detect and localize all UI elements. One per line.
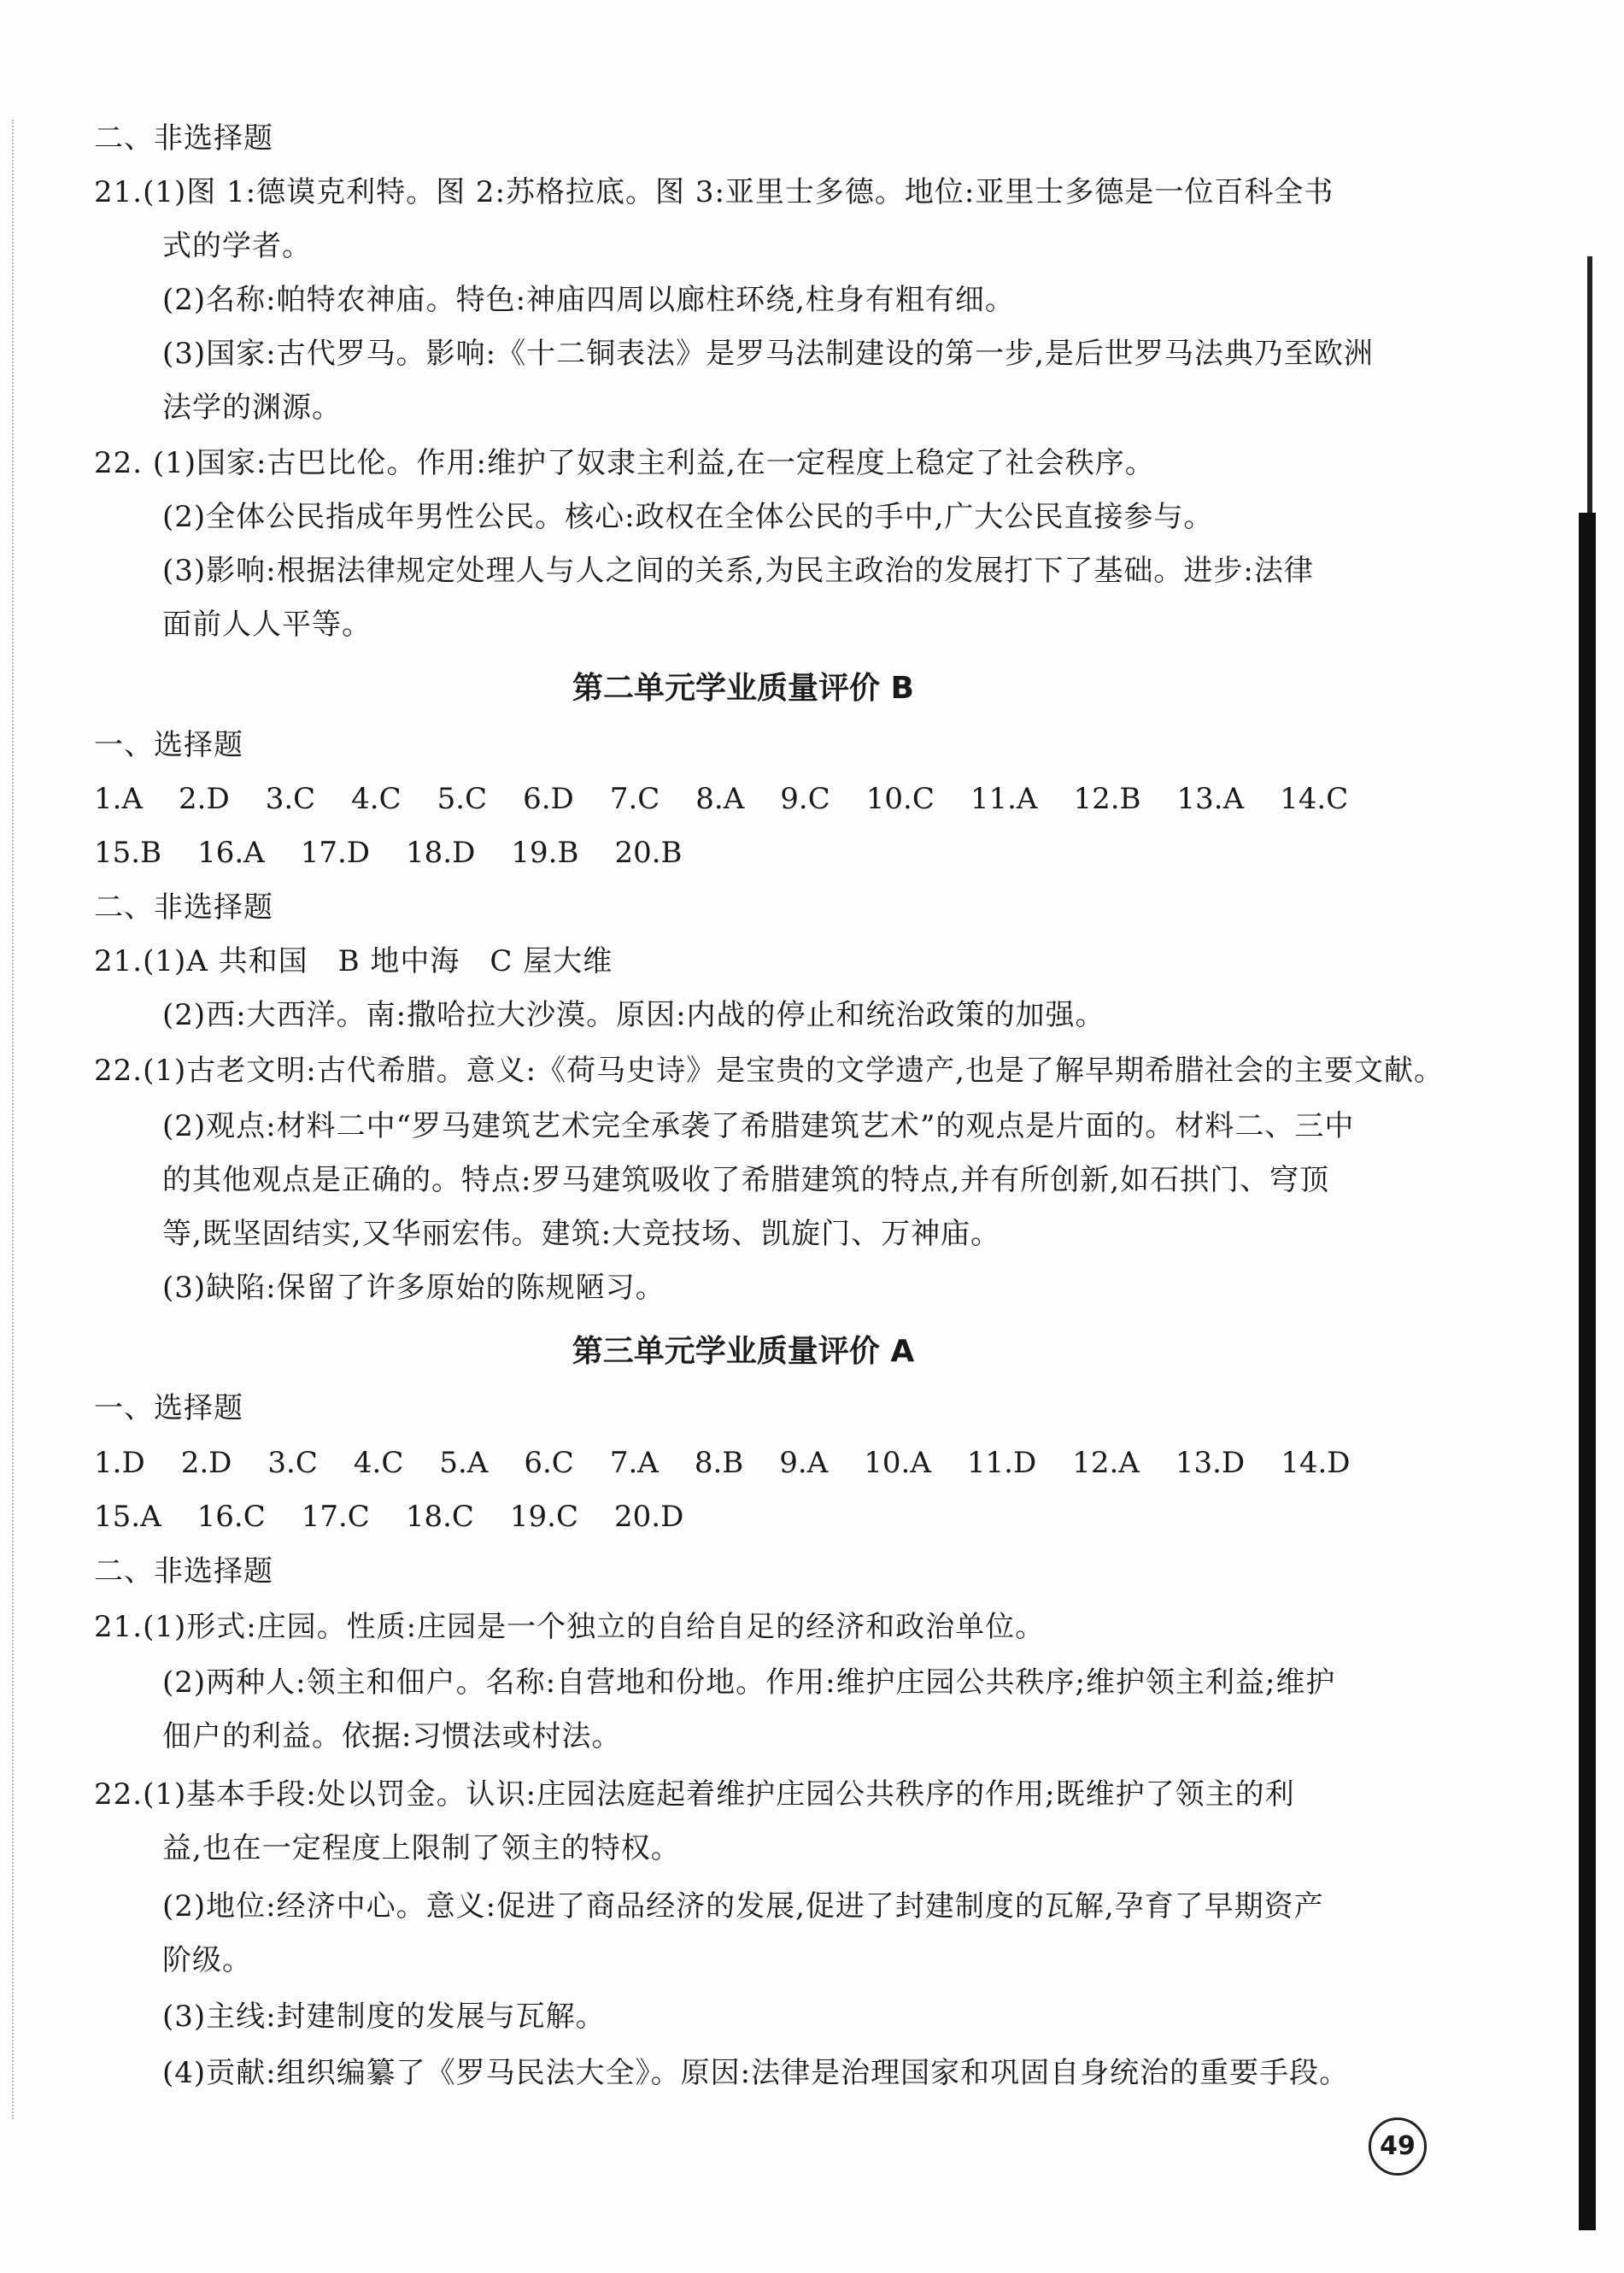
mc-answer-row xyxy=(94,782,1384,816)
unit-heading: 第二单元学业质量评价 B xyxy=(572,671,914,706)
answer-line: 21.(1)图 1:德谟克利特。图 2:苏格拉底。图 3:亚里士多德。地位:亚里士多德是一位百科全书 xyxy=(94,175,1334,209)
mc-answer: 3.C xyxy=(267,1446,318,1480)
answer-line: 21.(1)形式:庄园。性质:庄园是一个独立的自给自足的经济和政治单位。 xyxy=(94,1610,1046,1644)
mc-answer: 16.A xyxy=(197,836,265,870)
mc-answer: 17.D xyxy=(300,836,371,870)
mc-answer: 14.C xyxy=(1280,782,1349,816)
answer-line: (2)地位:经济中心。意义:促进了商品经济的发展,促进了封建制度的瓦解,孕育了早期资产 xyxy=(162,1889,1324,1924)
mc-answer-row xyxy=(94,1500,719,1534)
mc-answer: 2.D xyxy=(180,1446,232,1480)
unit-heading: 第三单元学业质量评价 A xyxy=(572,1334,915,1369)
right-edge-shadow xyxy=(1579,513,1596,2230)
answer-line: (4)贡献:组织编纂了《罗马民法大全》。原因:法律是治理国家和巩固自身统治的重要手段。 xyxy=(162,2056,1350,2090)
answer-line: (2)名称:帕特农神庙。特色:神庙四周以廊柱环绕,柱身有粗有细。 xyxy=(162,283,1015,317)
mc-answer: 7.C xyxy=(609,782,660,816)
mc-answer: 10.C xyxy=(865,782,935,816)
mc-answer: 3.C xyxy=(265,782,316,816)
answer-line: (3)国家:古代罗马。影响:《十二铜表法》是罗马法制建设的第一步,是后世罗马法典乃至欧洲 xyxy=(162,337,1374,371)
mc-answer: 2.D xyxy=(179,782,230,816)
mc-answer: 20.D xyxy=(614,1500,684,1534)
answer-line: (3)影响:根据法律规定处理人与人之间的关系,为民主政治的发展打下了基础。进步:法律 xyxy=(162,554,1314,588)
mc-answer: 17.C xyxy=(301,1500,370,1534)
mc-answer: 12.A xyxy=(1072,1446,1140,1480)
mc-answer: 13.D xyxy=(1175,1446,1246,1480)
mc-answer: 19.B xyxy=(511,836,579,870)
section-title-choice: 一、选择题 xyxy=(94,1391,243,1425)
section-title-choice: 一、选择题 xyxy=(94,728,243,762)
mc-answer: 8.A xyxy=(695,782,745,816)
answer-line: 阶级。 xyxy=(162,1943,252,1977)
mc-answer: 14.D xyxy=(1281,1446,1351,1480)
mc-answer: 5.A xyxy=(439,1446,489,1480)
answer-line: 21.(1)A 共和国 B 地中海 C 屋大维 xyxy=(94,944,613,978)
mc-answer: 7.A xyxy=(609,1446,659,1480)
answer-line: 式的学者。 xyxy=(162,229,312,263)
mc-answer: 9.A xyxy=(779,1446,829,1480)
left-margin-rule xyxy=(12,120,14,2119)
answer-line: (3)缺陷:保留了许多原始的陈规陋习。 xyxy=(162,1271,665,1305)
mc-answer: 1.D xyxy=(94,1446,145,1480)
mc-answer: 20.B xyxy=(614,836,683,870)
section-title-nonchoice: 二、非选择题 xyxy=(94,1554,273,1589)
answer-line: 的其他观点是正确的。特点:罗马建筑吸收了希腊建筑的特点,并有所创新,如石拱门、穹顶 xyxy=(162,1163,1330,1197)
mc-answer-row xyxy=(94,836,718,870)
answer-line: 22. (1)国家:古巴比伦。作用:维护了奴隶主利益,在一定程度上稳定了社会秩序。 xyxy=(94,446,1155,480)
answer-line: 面前人人平等。 xyxy=(162,608,372,642)
mc-answer: 18.D xyxy=(406,836,476,870)
mc-answer-row xyxy=(94,1446,1387,1480)
answer-line: (2)两种人:领主和佃户。名称:自营地和份地。作用:维护庄园公共秩序;维护领主利益;维护 xyxy=(162,1665,1336,1700)
section-title-nonchoice: 二、非选择题 xyxy=(94,121,273,156)
mc-answer: 6.D xyxy=(523,782,574,816)
page-number: 49 xyxy=(1369,2117,1427,2176)
mc-answer: 1.A xyxy=(94,782,143,816)
section-title-nonchoice: 二、非选择题 xyxy=(94,890,273,925)
mc-answer: 5.C xyxy=(437,782,488,816)
answer-line: (3)主线:封建制度的发展与瓦解。 xyxy=(162,2000,606,2034)
mc-answer: 11.D xyxy=(966,1446,1037,1480)
mc-answer: 4.C xyxy=(353,1446,404,1480)
mc-answer: 8.B xyxy=(694,1446,744,1480)
mc-answer: 19.C xyxy=(509,1500,578,1534)
mc-answer: 18.C xyxy=(405,1500,474,1534)
mc-answer: 10.A xyxy=(864,1446,931,1480)
answer-line: 佃户的利益。依据:习惯法或村法。 xyxy=(162,1719,622,1753)
mc-answer: 12.B xyxy=(1073,782,1141,816)
mc-answer: 6.C xyxy=(524,1446,574,1480)
answer-line: 法学的渊源。 xyxy=(162,391,342,425)
answer-line: (2)观点:材料二中“罗马建筑艺术完全承袭了希腊建筑艺术”的观点是片面的。材料二、三中 xyxy=(162,1109,1355,1143)
mc-answer: 11.A xyxy=(970,782,1038,816)
right-edge-shadow-top xyxy=(1587,256,1592,513)
answer-line: 22.(1)古老文明:古代希腊。意义:《荷马史诗》是宝贵的文学遗产,也是了解早期希腊社会的主要文献。 xyxy=(94,1054,1444,1088)
answer-line: (2)全体公民指成年男性公民。核心:政权在全体公民的手中,广大公民直接参与。 xyxy=(162,500,1214,534)
mc-answer: 4.C xyxy=(351,782,402,816)
mc-answer: 15.A xyxy=(94,1500,161,1534)
answer-line: 等,既坚固结实,又华丽宏伟。建筑:大竞技场、凯旋门、万神庙。 xyxy=(162,1217,1001,1251)
mc-answer: 15.B xyxy=(94,836,162,870)
mc-answer: 16.C xyxy=(196,1500,266,1534)
mc-answer: 13.A xyxy=(1176,782,1245,816)
answer-line: (2)西:大西洋。南:撒哈拉大沙漠。原因:内战的停止和统治政策的加强。 xyxy=(162,998,1105,1032)
mc-answer: 9.C xyxy=(780,782,830,816)
answer-line: 益,也在一定程度上限制了领主的特权。 xyxy=(162,1831,681,1865)
answer-line: 22.(1)基本手段:处以罚金。认识:庄园法庭起着维护庄园公共秩序的作用;既维护了领主的利 xyxy=(94,1777,1295,1812)
